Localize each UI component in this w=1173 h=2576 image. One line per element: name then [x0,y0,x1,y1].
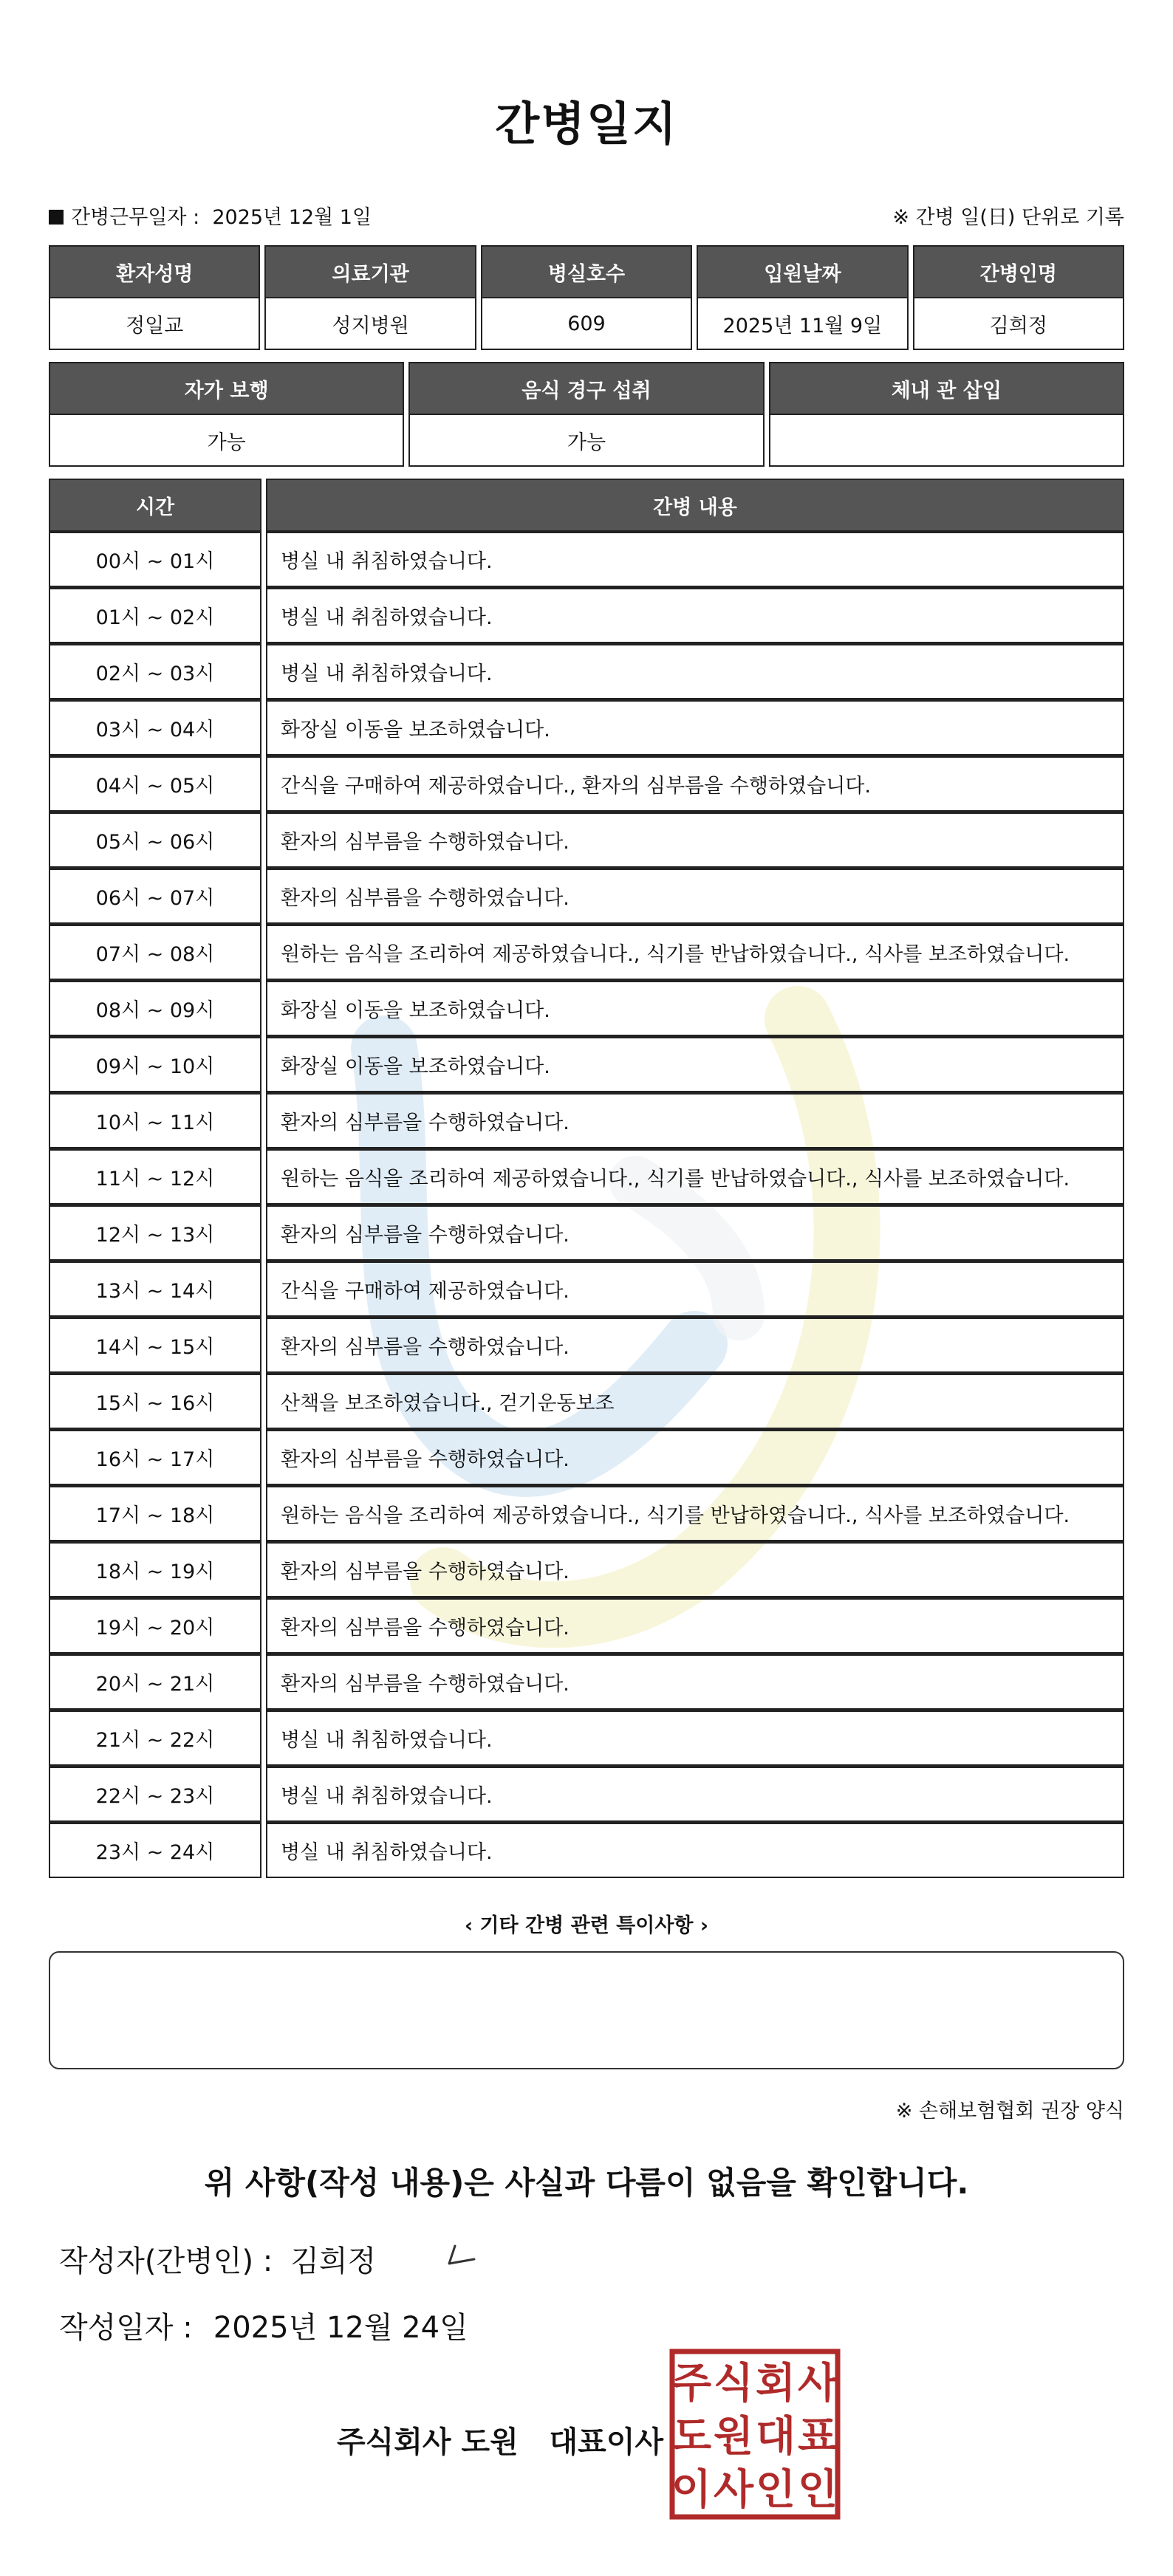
log-row [49,756,1124,812]
written-date-line [59,2304,468,2346]
log-content: 원하는 음식을 조리하여 제공하였습니다., 식기를 반납하였습니다., 식사를 보조하였습니다. [266,924,1124,980]
log-time: 03시 ~ 04시 [49,699,261,756]
confirmation-statement: 위 사항(작성 내용)은 사실과 다름이 없음을 확인합니다. [204,2165,969,2201]
log-content: 병실 내 취침하였습니다. [266,1766,1124,1822]
written-date-label: 작성일자 : [59,2311,193,2345]
seal-glyph: 인 [797,2466,838,2514]
log-content: 환자의 심부름을 수행하였습니다. [266,1092,1124,1148]
log-row [49,1092,1124,1148]
log-content: 병실 내 취침하였습니다. [266,587,1124,643]
hospital-name: 성지병원 [264,298,476,350]
header-room-number: 병실호수 [481,245,692,298]
log-row [49,1373,1124,1429]
company-seal-stamp [669,2349,841,2520]
insurance-association-footnote: ※ 손해보험협회 권장 양식 [895,2100,1124,2123]
log-row [49,532,1124,587]
seal-glyph: 식 [713,2360,754,2408]
log-content: 병실 내 취침하였습니다. [266,643,1124,699]
signature-mark [445,2241,482,2271]
log-time: 04시 ~ 05시 [49,756,261,812]
log-time: 12시 ~ 13시 [49,1205,261,1261]
log-content: 화장실 이동을 보조하였습니다. [266,699,1124,756]
log-content: 원하는 음식을 조리하여 제공하였습니다., 식기를 반납하였습니다., 식사를 보조하였습니다. [266,1485,1124,1541]
log-row [49,1205,1124,1261]
log-time: 10시 ~ 11시 [49,1092,261,1148]
meta-row [49,201,1124,230]
log-row [49,1261,1124,1317]
header-patient-name: 환자성명 [49,245,260,298]
log-body [49,532,1124,1878]
log-content: 간식을 구매하여 제공하였습니다. [266,1261,1124,1317]
log-content: 병실 내 취침하였습니다. [266,1710,1124,1766]
header-self-walking: 자가 보행 [49,362,404,415]
log-content: 환자의 심부름을 수행하였습니다. [266,1541,1124,1597]
log-row [49,1148,1124,1205]
log-time: 23시 ~ 24시 [49,1822,261,1878]
log-content: 환자의 심부름을 수행하였습니다. [266,1597,1124,1654]
patient-status-table [44,362,1129,467]
work-date [49,201,372,230]
writer-line [59,2238,376,2280]
header-admission-date: 입원날짜 [697,245,908,298]
header-caregiver-name: 간병인명 [913,245,1124,298]
log-content: 환자의 심부름을 수행하였습니다. [266,1317,1124,1373]
log-content: 환자의 심부름을 수행하였습니다. [266,1205,1124,1261]
status-header-row [49,362,1124,415]
log-time: 20시 ~ 21시 [49,1654,261,1710]
log-time: 22시 ~ 23시 [49,1766,261,1822]
log-row [49,1541,1124,1597]
log-header-row [49,479,1124,532]
log-time: 16시 ~ 17시 [49,1429,261,1485]
log-time: 18시 ~ 19시 [49,1541,261,1597]
log-time: 02시 ~ 03시 [49,643,261,699]
log-content: 환자의 심부름을 수행하였습니다. [266,1429,1124,1485]
admission-date: 2025년 11월 9일 [697,298,908,350]
log-time: 17시 ~ 18시 [49,1485,261,1541]
square-bullet-icon [49,210,64,225]
seal-glyph: 인 [755,2466,796,2514]
log-content: 병실 내 취침하였습니다. [266,532,1124,587]
log-time: 11시 ~ 12시 [49,1148,261,1205]
log-row [49,587,1124,643]
log-row [49,1317,1124,1373]
log-time: 05시 ~ 06시 [49,812,261,868]
log-time: 08시 ~ 09시 [49,980,261,1036]
unit-note: ※ 간병 일(日) 단위로 기록 [892,206,1124,229]
log-time: 19시 ~ 20시 [49,1597,261,1654]
log-time: 06시 ~ 07시 [49,868,261,924]
log-row [49,1485,1124,1541]
log-time: 00시 ~ 01시 [49,532,261,587]
patient-info-value-row [49,298,1124,350]
log-time: 13시 ~ 14시 [49,1261,261,1317]
patient-info-header-row [49,245,1124,298]
header-tube-insertion: 체내 관 삽입 [769,362,1124,415]
status-value-row [49,415,1124,467]
notes-label: ‹ 기타 간병 관련 특이사항 › [464,1914,709,1937]
log-content: 환자의 심부름을 수행하였습니다. [266,868,1124,924]
log-row [49,1822,1124,1878]
log-row [49,1597,1124,1654]
log-content: 산책을 보조하였습니다., 걷기운동보조 [266,1373,1124,1429]
log-content: 화장실 이동을 보조하였습니다. [266,1036,1124,1092]
log-time: 14시 ~ 15시 [49,1317,261,1373]
log-row [49,812,1124,868]
header-oral-intake: 음식 경구 섭취 [408,362,764,415]
log-row [49,1710,1124,1766]
company-representative: 주식회사 도원 대표이사 [337,2425,664,2459]
log-row [49,1654,1124,1710]
notes-box[interactable] [49,1951,1124,2069]
log-content: 원하는 음식을 조리하여 제공하였습니다., 식기를 반납하였습니다., 식사를 보조하였습니다. [266,1148,1124,1205]
self-walking-value: 가능 [49,415,404,467]
log-content: 간식을 구매하여 제공하였습니다., 환자의 심부름을 수행하였습니다. [266,756,1124,812]
log-row [49,1036,1124,1092]
seal-glyph: 대 [755,2413,796,2461]
seal-glyph: 도 [671,2413,712,2461]
log-time: 21시 ~ 22시 [49,1710,261,1766]
log-time: 07시 ~ 08시 [49,924,261,980]
patient-info-table [44,245,1129,350]
seal-glyph: 이 [671,2466,712,2514]
log-content: 환자의 심부름을 수행하였습니다. [266,812,1124,868]
oral-intake-value: 가능 [408,415,764,467]
header-hospital: 의료기관 [264,245,476,298]
hourly-care-log-table [44,479,1129,1878]
header-care-content: 간병 내용 [266,479,1124,532]
seal-glyph: 회 [755,2360,796,2408]
log-row [49,1429,1124,1485]
header-time: 시간 [49,479,261,532]
seal-glyph: 사 [713,2466,754,2514]
log-row [49,868,1124,924]
seal-glyph: 사 [797,2360,838,2408]
log-content: 화장실 이동을 보조하였습니다. [266,980,1124,1036]
seal-glyph: 주 [671,2360,712,2408]
work-date-value: 2025년 12월 1일 [212,206,372,229]
log-row [49,980,1124,1036]
log-time: 15시 ~ 16시 [49,1373,261,1429]
log-row [49,924,1124,980]
log-row [49,1766,1124,1822]
work-date-label: 간병근무일자 : [71,206,200,229]
document-title: 간병일지 [495,97,678,151]
patient-name: 정일교 [49,298,260,350]
log-time: 09시 ~ 10시 [49,1036,261,1092]
log-content: 환자의 심부름을 수행하였습니다. [266,1654,1124,1710]
log-row [49,643,1124,699]
room-number: 609 [481,298,692,350]
log-row [49,699,1124,756]
seal-glyph: 원 [713,2413,754,2461]
writer-name: 김희정 [290,2244,377,2278]
writer-label: 작성자(간병인) : [59,2244,273,2278]
tube-insertion-value [769,415,1124,467]
log-time: 01시 ~ 02시 [49,587,261,643]
caregiver-name: 김희정 [913,298,1124,350]
log-content: 병실 내 취침하였습니다. [266,1822,1124,1878]
written-date-value: 2025년 12월 24일 [213,2311,468,2345]
seal-glyph: 표 [797,2413,838,2461]
